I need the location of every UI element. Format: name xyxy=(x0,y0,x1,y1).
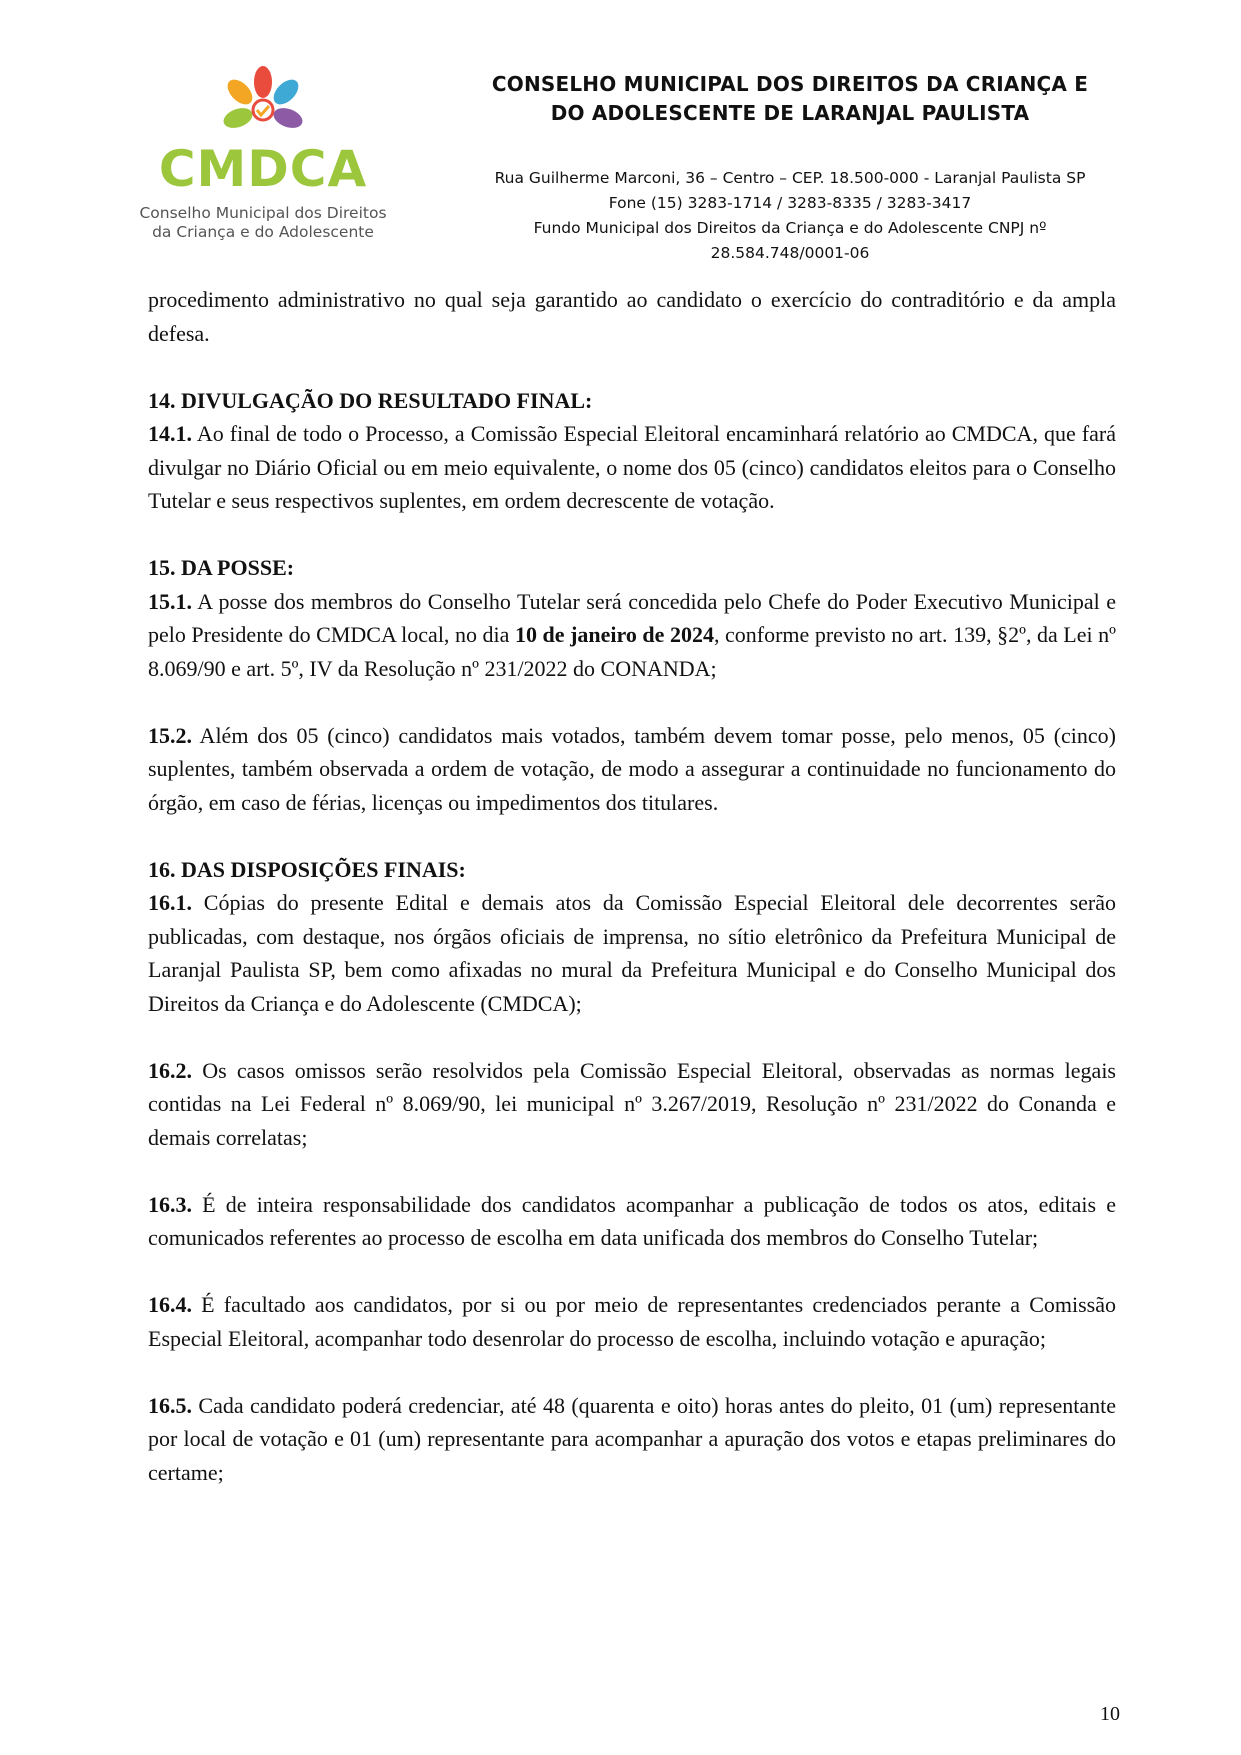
paragraph-16-1 xyxy=(148,886,1116,1020)
fund-name: Fundo Municipal dos Direitos da Criança e do Adolescente CNPJ nº xyxy=(533,219,1047,237)
paragraph-16-1-number: 16.1. xyxy=(148,890,192,915)
paragraph-16-4-text: É facultado aos candidatos, por si ou por meio de representantes credenciados perante a Comissão Especial Eleitoral, acompanhar todo desenrolar do processo de escolha, incluindo votação e apuração; xyxy=(148,1292,1116,1351)
paragraph-16-1-text: Cópias do presente Edital e demais atos da Comissão Especial Eleitoral dele decorrentes serão publicadas, com destaque, nos órgãos oficiais de imprensa, no sítio eletrônico da Prefeitura Municipal de Laranjal Paulista SP, bem como afixadas no mural da Prefeitura Municipal e do Conselho Municipal dos Direitos da Criança e do Adolescente (CMDCA); xyxy=(148,890,1116,1016)
paragraph-16-2-number: 16.2. xyxy=(148,1057,192,1083)
paragraph-16-5-number: 16.5. xyxy=(148,1392,192,1418)
logo-wordmark: CMDCA xyxy=(158,140,368,198)
paragraph-15-1-number: 15.1. xyxy=(148,588,192,614)
paragraph-16-2 xyxy=(148,1054,1116,1155)
phone: Fone (15) 3283-1714 / 3283-8335 / 3283-3417 xyxy=(608,194,972,212)
section-14-heading-text: 14. DIVULGAÇÃO DO RESULTADO FINAL: xyxy=(148,387,593,413)
paragraph-14-1-text: Ao final de todo o Processo, a Comissão Especial Eleitoral encaminhará relatório ao CMDCA, que fará divulgar no Diário Oficial ou em meio equivalente, o nome dos 05 (cinco) candidatos eleitos para o Conselho Tutelar e seus respectivos suplentes, em ordem decrescente de votação. xyxy=(148,421,1116,513)
paragraph-15-1-text-a: A posse dos membros do Conselho Tutelar será concedida pelo Chefe do Poder Executivo Municipal e pelo Presidente do CMDCA local, no dia xyxy=(148,588,1116,647)
section-16-heading xyxy=(148,853,1116,887)
address: Rua Guilherme Marconi, 36 – Centro – CEP. 18.500-000 - Laranjal Paulista SP xyxy=(494,169,1086,187)
council-title-line-1: CONSELHO MUNICIPAL DOS DIREITOS DA CRIANÇA E xyxy=(491,72,1089,96)
section-15-heading-text: 15. DA POSSE: xyxy=(148,555,295,580)
cnpj: 28.584.748/0001-06 xyxy=(710,244,870,262)
paragraph-15-1-date: 10 de janeiro de 2024 xyxy=(514,622,714,647)
paragraph-16-3-text: É de inteira responsabilidade dos candidatos acompanhar a publicação de todos os atos, editais e comunicados referentes ao processo de escolha em data unificada dos membros do Conselho Tutelar; xyxy=(148,1191,1116,1250)
paragraph-15-1 xyxy=(148,585,1116,686)
cmdca-logo xyxy=(138,64,388,254)
paragraph-16-5 xyxy=(148,1389,1116,1490)
paragraph-16-3 xyxy=(148,1188,1116,1255)
section-16-heading-text: 16. DAS DISPOSIÇÕES FINAIS: xyxy=(148,856,466,882)
page-number: 10 xyxy=(1100,1703,1120,1725)
document-body xyxy=(148,283,1116,1489)
logo-subtitle-line-1: Conselho Municipal dos Direitos xyxy=(139,204,387,222)
paragraph-16-4 xyxy=(148,1288,1116,1355)
intro-paragraph: procedimento administrativo no qual seja garantido ao candidato o exercício do contraditório e da ampla defesa. xyxy=(148,287,1116,346)
paragraph-15-2-text: Além dos 05 (cinco) candidatos mais votados, também devem tomar posse, pelo menos, 05 (cinco) suplentes, também observada a ordem de votação, de modo a assegurar a continuidade no funcionamento do órgão, em caso de férias, licenças ou impedimentos dos titulares. xyxy=(148,722,1116,815)
section-14-heading xyxy=(148,384,1116,418)
hands-emblem-icon xyxy=(188,64,338,144)
paragraph-15-2-number: 15.2. xyxy=(148,722,192,748)
paragraph-14-1 xyxy=(148,417,1116,518)
paragraph-16-3-number: 16.3. xyxy=(148,1191,192,1217)
paragraph-15-1-text-b: , conforme previsto no art. 139, §2º, da Lei nº 8.069/90 e art. 5º, IV da Resolução nº 231/2022 do CONANDA; xyxy=(148,622,1116,681)
council-contact-info xyxy=(420,166,1160,266)
logo-subtitle xyxy=(138,204,388,242)
paragraph-15-2 xyxy=(148,719,1116,820)
section-15-heading xyxy=(148,551,1116,585)
council-title xyxy=(420,70,1160,128)
logo-subtitle-line-2: da Criança e do Adolescente xyxy=(152,223,374,241)
paragraph-16-5-text: Cada candidato poderá credenciar, até 48 (quarenta e oito) horas antes do pleito, 01 (um) representante por local de votação e 01 (um) representante para acompanhar a apuração dos votos e etapas preliminares do certame; xyxy=(148,1392,1116,1485)
paragraph-16-2-text: Os casos omissos serão resolvidos pela Comissão Especial Eleitoral, observadas as normas legais contidas na Lei Federal nº 8.069/90, lei municipal nº 3.267/2019, Resolução nº 231/2022 do Conanda e demais correlatas; xyxy=(148,1057,1116,1150)
council-title-line-2: DO ADOLESCENTE DE LARANJAL PAULISTA xyxy=(550,101,1030,125)
paragraph-14-1-number: 14.1. xyxy=(148,421,192,446)
paragraph-16-4-number: 16.4. xyxy=(148,1292,192,1317)
